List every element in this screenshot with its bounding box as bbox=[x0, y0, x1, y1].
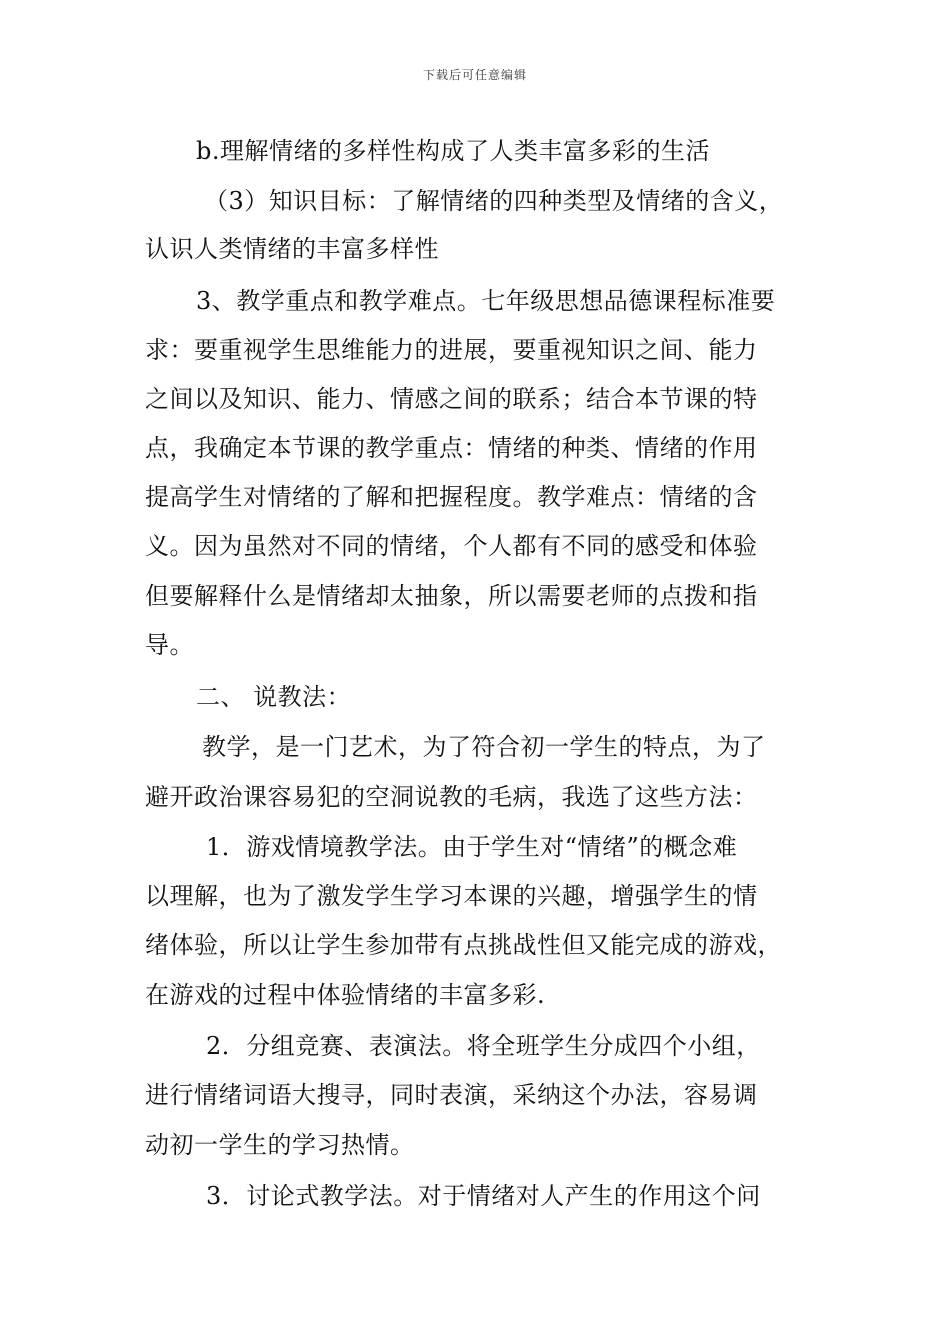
text-line: 在游戏的过程中体验情绪的丰富多彩. bbox=[145, 981, 546, 1009]
text-line: 3．讨论式教学法。对于情绪对人产生的作用这个问 bbox=[206, 1182, 761, 1210]
text-line: 认识人类情绪的丰富多样性 bbox=[145, 235, 439, 263]
text-line: 2．分组竞赛、表演法。将全班学生分成四个小组， bbox=[206, 1032, 761, 1060]
text-line: b.理解情绪的多样性构成了人类丰富多彩的生活 bbox=[196, 137, 710, 165]
text-line: 1．游戏情境教学法。由于学生对“情绪”的概念难 bbox=[206, 833, 738, 861]
text-line: 动初一学生的学习热情。 bbox=[145, 1131, 415, 1159]
section-heading: 二、 说教法： bbox=[196, 683, 352, 711]
text-line: 求：要重视学生思维能力的进展，要重视知识之间、能力 bbox=[145, 336, 758, 364]
text-line: 教学，是一门艺术，为了符合初一学生的特点，为了 bbox=[202, 733, 766, 761]
text-line: 义。因为虽然对不同的情绪，个人都有不同的感受和体验 bbox=[145, 532, 758, 560]
text-line: 进行情绪词语大搜寻，同时表演，采纳这个办法，容易调 bbox=[145, 1081, 758, 1109]
text-line: 3、教学重点和教学难点。七年级思想品德课程标准要 bbox=[196, 287, 776, 315]
text-line: 之间以及知识、能力、情感之间的联系；结合本节课的特 bbox=[145, 385, 758, 413]
text-line: 但要解释什么是情绪却太抽象，所以需要老师的点拨和指 bbox=[145, 582, 758, 610]
text-line: （3）知识目标：了解情绪的四种类型及情绪的含义， bbox=[204, 187, 784, 215]
text-line: 导。 bbox=[145, 631, 194, 659]
text-line: 点，我确定本节课的教学重点：情绪的种类、情绪的作用 bbox=[145, 434, 758, 462]
text-line: 提高学生对情绪的了解和把握程度。教学难点：情绪的含 bbox=[145, 483, 758, 511]
text-line: 绪体验，所以让学生参加带有点挑战性但又能完成的游戏， bbox=[145, 931, 782, 959]
text-line: 以理解，也为了激发学生学习本课的兴趣，增强学生的情 bbox=[145, 882, 758, 910]
page-header-note: 下载后可任意编辑 bbox=[422, 68, 527, 82]
text-line: 避开政治课容易犯的空洞说教的毛病，我选了这些方法： bbox=[145, 783, 758, 811]
